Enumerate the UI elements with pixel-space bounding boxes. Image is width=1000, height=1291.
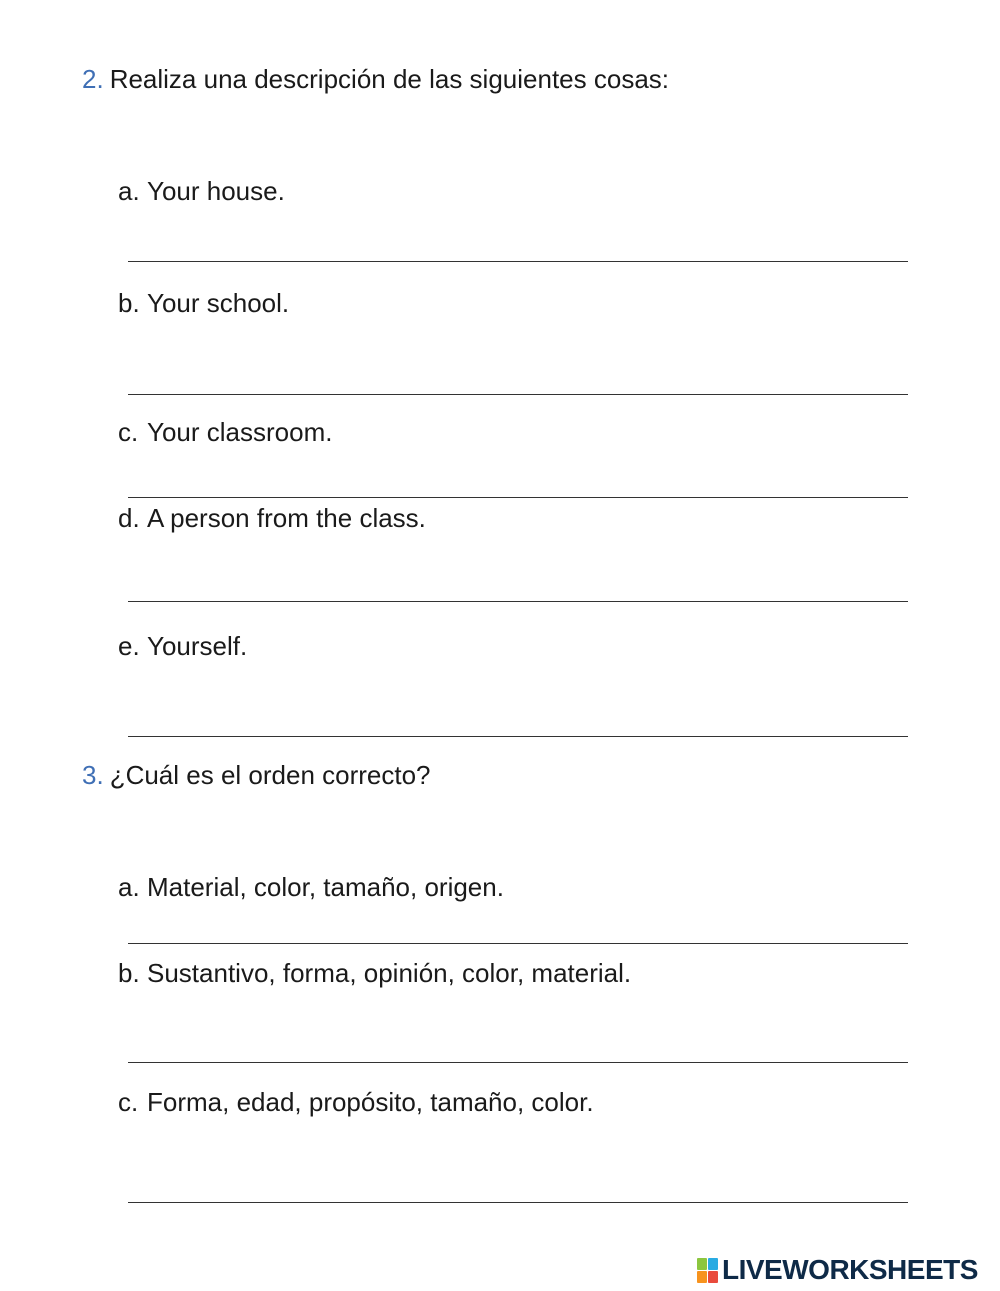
- item-text: A person from the class.: [147, 503, 426, 533]
- question-3-heading: [82, 759, 431, 791]
- answer-line-2d[interactable]: [128, 601, 908, 602]
- question-3-item-c: [118, 1086, 594, 1118]
- logo-blocks-icon: [697, 1258, 718, 1283]
- answer-line-2c[interactable]: [128, 497, 908, 498]
- answer-line-3b[interactable]: [128, 1062, 908, 1063]
- liveworksheets-logo: [697, 1256, 978, 1284]
- item-text: Forma, edad, propósito, tamaño, color.: [147, 1087, 594, 1117]
- question-number: 3.: [82, 760, 104, 790]
- item-text: Sustantivo, forma, opinión, color, material.: [147, 958, 632, 988]
- question-2-heading: [82, 63, 669, 95]
- answer-line-2a[interactable]: [128, 261, 908, 262]
- item-text: Your school.: [147, 288, 290, 318]
- item-letter: b.: [118, 958, 140, 988]
- answer-line-3a[interactable]: [128, 943, 908, 944]
- logo-block-blue: [708, 1258, 718, 1270]
- logo-block-red: [708, 1271, 718, 1283]
- answer-line-2e[interactable]: [128, 736, 908, 737]
- logo-block-orange: [697, 1271, 707, 1283]
- item-letter: e.: [118, 631, 140, 661]
- item-text: Your house.: [147, 176, 285, 206]
- item-letter: c.: [118, 417, 139, 447]
- question-2-item-e: [118, 630, 247, 662]
- item-text: Material, color, tamaño, origen.: [147, 872, 504, 902]
- item-letter: a.: [118, 872, 140, 902]
- question-3-item-a: [118, 871, 504, 903]
- item-text: Yourself.: [147, 631, 248, 661]
- question-prompt: ¿Cuál es el orden correcto?: [109, 760, 431, 790]
- item-letter: d.: [118, 503, 140, 533]
- item-letter: c.: [118, 1087, 139, 1117]
- item-letter: a.: [118, 176, 140, 206]
- question-2-item-d: [118, 502, 426, 534]
- question-3-item-b: [118, 957, 631, 989]
- question-prompt: Realiza una descripción de las siguientes cosas:: [109, 64, 670, 94]
- question-2-item-c: [118, 416, 332, 448]
- question-2-item-b: [118, 287, 289, 319]
- question-number: 2.: [82, 64, 104, 94]
- answer-line-2b[interactable]: [128, 394, 908, 395]
- answer-line-3c[interactable]: [128, 1202, 908, 1203]
- item-text: Your classroom.: [147, 417, 333, 447]
- question-2-item-a: [118, 175, 285, 207]
- item-letter: b.: [118, 288, 140, 318]
- logo-text: LIVEWORKSHEETS: [722, 1254, 978, 1285]
- logo-block-green: [697, 1258, 707, 1270]
